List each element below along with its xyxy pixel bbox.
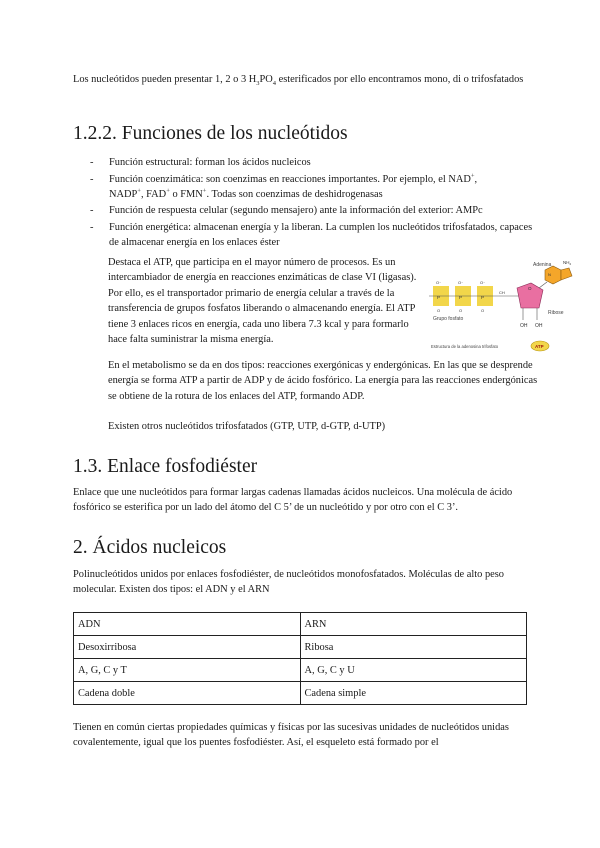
table-cell: ARN (300, 613, 527, 636)
funcion-energetica: Función energética: almacenan energía y la liberan. La cumplen los nucleótidos trifosfatados, capaces de almacenar energía en los enlaces éster (109, 221, 533, 248)
atp-paragraph: Destaca el ATP, que participa en el mayor número de procesos. Es un intercambiador de energía en reacciones enzimáticas de clase VI (ligasas). Por ello, es el transportador primario de energía celular a través de la transferencia de grupos fosfatos liberando o almacenando energía. El ATP tiene 3 enlaces ricos en energía, cada uno libera 7.3 kcal y para formarlo hace falta suministrar la misma energía. (108, 257, 417, 346)
acidos-paragraph: Polinucleótidos unidos por enlaces fosfodiéster, de nucleótidos monofosfatados. Moléculas de alto peso molecular. Existen dos tipos: el ADN y el ARN (73, 569, 504, 596)
table-row (74, 636, 527, 659)
nh2-text: NH (563, 260, 570, 265)
grupo-fosfato-label: Grupo fosfato (433, 316, 464, 322)
bullet-dash: - (90, 157, 94, 168)
ch2-label: CH (499, 290, 505, 295)
intro-text-end: esterificados por ello encontramos mono, di o trifosfatados (276, 74, 524, 85)
sup-plus: + (137, 187, 141, 195)
table-cell: Cadena simple (300, 682, 527, 705)
funcion-estructural: Función estructural: forman los ácidos nucleicos (109, 157, 311, 168)
heading-funciones: 1.2.2. Funciones de los nucleótidos (73, 123, 348, 144)
list-item (90, 220, 540, 250)
oh-label-1: OH (520, 323, 528, 329)
heading-enlace: 1.3. Enlace fosfodiéster (73, 456, 258, 477)
table-cell: A, G, C y T (74, 659, 301, 682)
table-cell: Cadena doble (74, 682, 301, 705)
sup-plus: + (202, 187, 207, 195)
estructura-caption: Estructura de la adenosina trifosfato (431, 344, 499, 349)
atp-structure-figure (427, 256, 590, 356)
bullet-dash: - (90, 173, 94, 185)
o-atom-2: O (459, 308, 463, 313)
funcion-coenzimatica: Función coenzimática: son coenzimas en reacciones importantes. Por ejemplo, el NAD (109, 173, 471, 185)
coenz-fad: , FAD (140, 188, 167, 200)
comparison-table (73, 612, 527, 705)
table-cell: ADN (74, 613, 301, 636)
bullet-dash: - (90, 205, 94, 216)
enlace-paragraph: Enlace que une nucleótidos para formar largas cadenas llamadas ácidos nucleicos. Una molécula de ácido fosfórico se esterifica por un lado del átomo del C 5’ de un nucleótido y por otro con el C 3’. (73, 487, 513, 514)
coenz-nadp: NADP (109, 188, 138, 200)
coenz-end: . Todas son coenzimas de deshidrogenasas (206, 188, 383, 200)
glycosidic-bond (539, 282, 547, 288)
o-minus-2: O⁻ (458, 280, 464, 285)
sup-plus: + (166, 187, 170, 195)
bullet-dash: - (90, 221, 94, 233)
adenina-label: Adenina (533, 262, 552, 268)
ribose-o-atom: O (528, 286, 532, 291)
p-atom-3: P (481, 295, 485, 300)
oh-label-2: OH (535, 323, 543, 329)
intro-sub-3: 3 (256, 80, 260, 88)
p-atom-2: P (459, 295, 463, 300)
table-cell: Desoxirribosa (74, 636, 301, 659)
o-atom-1: O (437, 308, 441, 313)
intro-po: PO (259, 74, 273, 85)
list-item (90, 155, 540, 170)
funcion-respuesta: Función de respuesta celular (segundo mensajero) ante la información del exterior: AMPc (109, 205, 483, 216)
o-minus-3: O⁻ (480, 280, 486, 285)
coenz-comma: , (474, 173, 478, 185)
adenine-ring-5 (561, 268, 572, 280)
table-row (74, 659, 527, 682)
nh2-label (563, 260, 572, 266)
intro-text: Los nucleótidos pueden presentar 1, 2 o 3 H (73, 74, 257, 85)
coenz-fmn: o FMN (169, 188, 203, 200)
n-atom: N (548, 272, 551, 277)
list-item (90, 172, 540, 202)
intro-sub-4: 4 (272, 80, 277, 88)
table-cell: A, G, C y U (300, 659, 527, 682)
table-cell: Ribosa (300, 636, 527, 659)
otros-paragraph: Existen otros nucleótidos trifosfatados (GTP, UTP, d-GTP, d-UTP) (108, 421, 386, 432)
list-item (90, 203, 540, 218)
sup-plus: + (470, 172, 475, 180)
atp-badge-text: ATP (535, 344, 544, 349)
funciones-list (90, 155, 540, 251)
intro-paragraph (73, 71, 533, 88)
table-row (74, 682, 527, 705)
ribosa-label: Ribose (548, 310, 564, 316)
heading-acidos: 2. Ácidos nucleicos (73, 537, 227, 558)
o-atom-3: O (481, 308, 485, 313)
o-minus-1: O⁻ (436, 280, 442, 285)
metabolismo-paragraph: En el metabolismo se da en dos tipos: reacciones exergónicas y endergónicas. En las que se desprende energía se forma ATP a partir de ADP y de ácido fosfórico. La energía para las reacciones endergónicas se obtiene de la rotura de los enlaces del ATP, formando ADP. (108, 360, 538, 402)
p-atom-1: P (437, 295, 441, 300)
table-row (74, 613, 527, 636)
nh2-sub: 2 (569, 262, 572, 266)
tienen-paragraph: Tienen en común ciertas propiedades químicas y físicas por las sucesivas unidades de nucleótidos unidas covalentemente, igual que los puentes fosfodiéster. Así, el esqueleto está formado por el (73, 722, 509, 749)
